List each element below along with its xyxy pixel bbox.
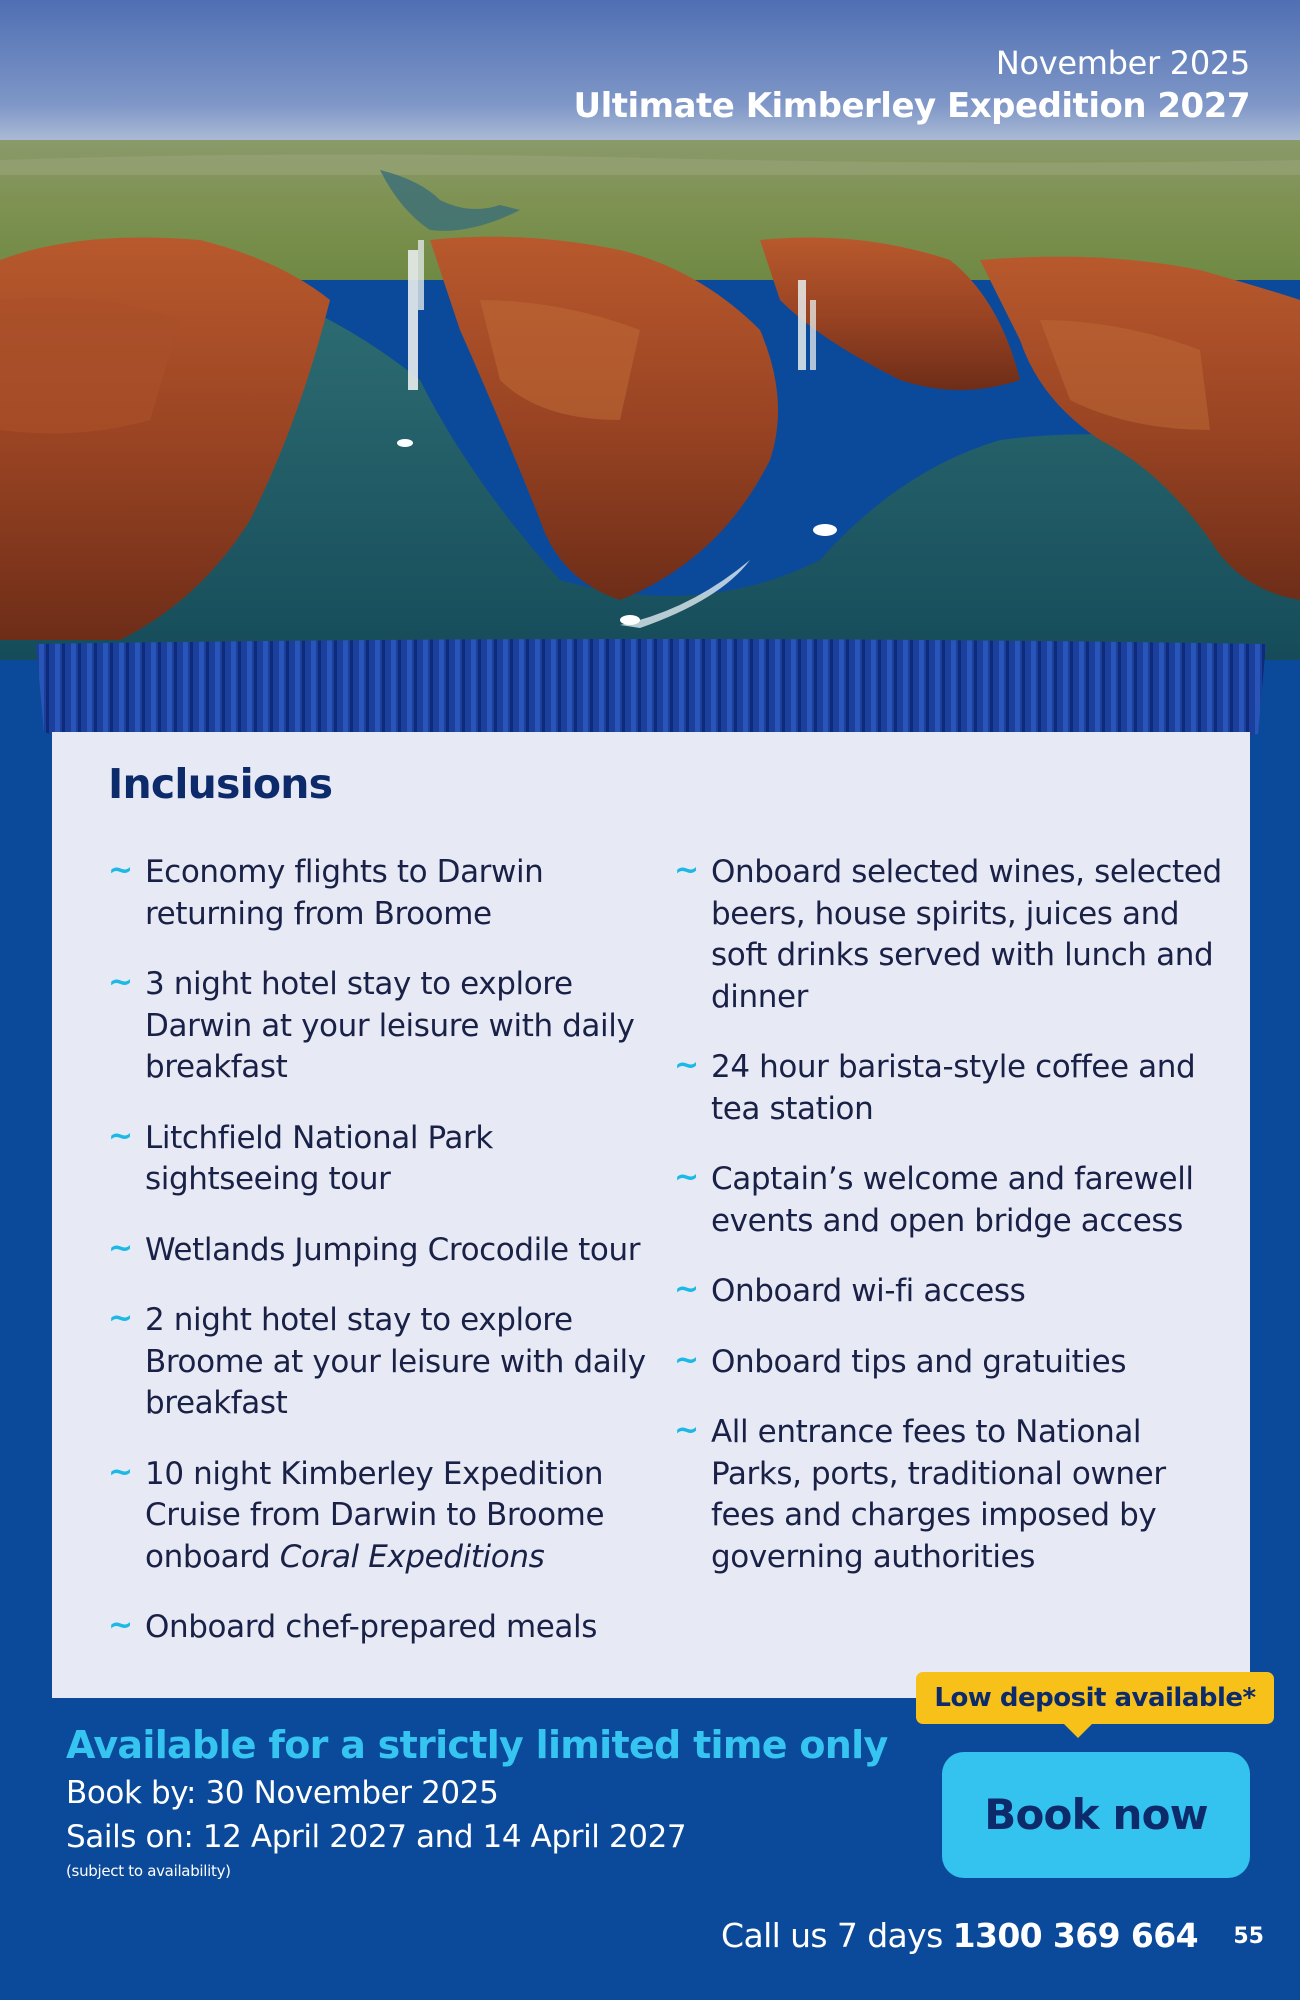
tilde-bullet-icon: ~: [108, 1230, 133, 1266]
tilde-bullet-icon: ~: [674, 1048, 699, 1083]
list-item-text: 2 night hotel stay to explore Broome at your leisure with daily breakfast: [145, 1302, 646, 1421]
list-item: [674, 1412, 1222, 1578]
tilde-bullet-icon: ~: [674, 1342, 699, 1378]
list-item-text: Onboard selected wines, selected beers, house spirits, juices and soft drinks served with lunch and dinner: [711, 854, 1222, 1015]
list-item-text: Economy flights to Darwin returning from Broome: [145, 854, 544, 932]
book-by-date: Book by: 30 November 2025: [66, 1775, 499, 1811]
inclusions-list-right: [674, 852, 1222, 1607]
list-item-text: Onboard wi-fi access: [711, 1273, 1026, 1309]
list-item: [674, 1271, 1222, 1313]
tilde-bullet-icon: ~: [108, 853, 133, 888]
list-item: [108, 1118, 648, 1201]
list-item: [108, 1454, 648, 1579]
list-item: [674, 852, 1222, 1018]
call-us-line: [721, 1914, 1198, 1958]
list-item-text: Wetlands Jumping Crocodile tour: [145, 1231, 641, 1268]
inclusions-panel: [52, 732, 1250, 1698]
tilde-bullet-icon: ~: [108, 1454, 133, 1490]
phone-number[interactable]: 1300 369 664: [952, 1916, 1198, 1955]
tilde-bullet-icon: ~: [108, 1301, 133, 1336]
list-item: [108, 1230, 648, 1272]
list-item-text: 3 night hotel stay to explore Darwin at your leisure with daily breakfast: [145, 966, 635, 1085]
list-item-text: Onboard tips and gratuities: [711, 1343, 1127, 1380]
tilde-bullet-icon: ~: [108, 1118, 133, 1154]
list-item: [674, 1342, 1222, 1384]
tilde-bullet-icon: ~: [674, 1160, 699, 1195]
availability-note: (subject to availability): [66, 1862, 231, 1880]
offer-headline: Available for a strictly limited time only: [66, 1723, 888, 1767]
list-item-text: Captain’s welcome and farewell events and open bridge access: [711, 1161, 1194, 1239]
curtain-decoration: [36, 636, 1266, 746]
list-item-text: Onboard chef-prepared meals: [145, 1609, 597, 1645]
inclusions-list-left: [108, 852, 648, 1678]
page-title: Ultimate Kimberley Expedition 2027: [573, 86, 1250, 126]
sailing-dates: Sails on: 12 April 2027 and 14 April 2027: [66, 1819, 687, 1855]
tilde-bullet-icon: ~: [108, 1608, 133, 1643]
list-item-text: 10 night Kimberley Expedition Cruise from Darwin to Broome onboard: [145, 1455, 605, 1575]
list-item-text: All entrance fees to National Parks, ports, traditional owner fees and charges imposed by governing authorities: [711, 1414, 1166, 1575]
page-number: 55: [1233, 1924, 1264, 1949]
badge-pointer-icon: [1064, 1724, 1092, 1738]
book-now-button[interactable]: Book now: [942, 1752, 1250, 1878]
call-us-label: Call us 7 days: [721, 1916, 953, 1955]
low-deposit-label: Low deposit available*: [934, 1683, 1256, 1713]
list-item: [108, 1300, 648, 1425]
inclusions-heading: Inclusions: [108, 760, 333, 808]
list-item-text: Litchfield National Park sightseeing tour: [145, 1119, 493, 1197]
list-item: [108, 852, 648, 935]
issue-date: November 2025: [995, 44, 1250, 82]
list-item: [674, 1159, 1222, 1242]
tilde-bullet-icon: ~: [674, 1413, 699, 1448]
tilde-bullet-icon: ~: [674, 1272, 699, 1307]
tilde-bullet-icon: ~: [108, 965, 133, 1000]
cruise-line-name: Coral Expeditions: [279, 1538, 545, 1575]
tilde-bullet-icon: ~: [674, 853, 699, 888]
list-item: [108, 1607, 648, 1649]
list-item: [108, 964, 648, 1089]
low-deposit-badge: [916, 1672, 1274, 1724]
list-item: [674, 1047, 1222, 1130]
list-item-text: 24 hour barista-style coffee and tea station: [711, 1049, 1196, 1127]
